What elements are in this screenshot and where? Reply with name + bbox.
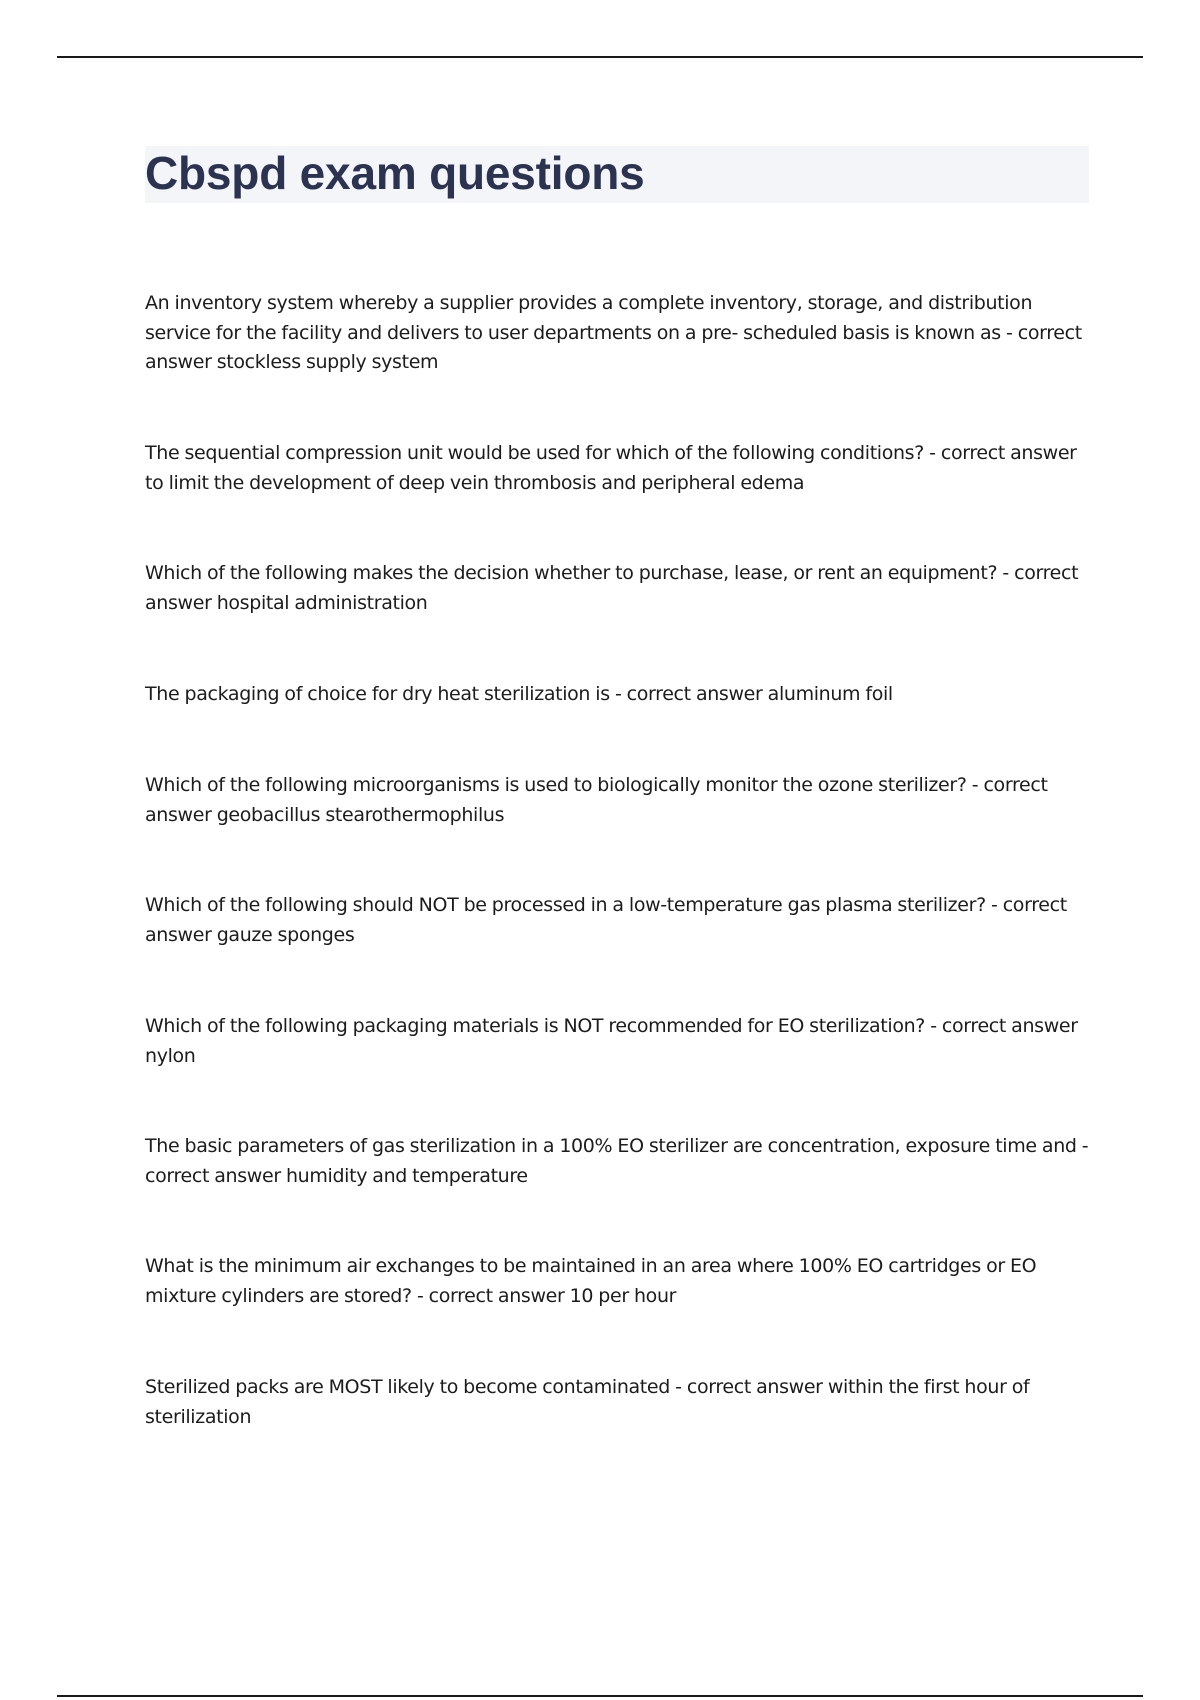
- question-item-9: What is the minimum air exchanges to be maintained in an area where 100% EO cartridges or EO mixture cylinders are stored? - correct answer 10 per hour: [145, 1255, 1037, 1307]
- question-item-1: An inventory system whereby a supplier provides a complete inventory, storage, and distribution service for the facility and delivers to user departments on a pre- scheduled basis is known as - correct answer stockless supply system: [145, 292, 1082, 373]
- top-rule: [57, 56, 1143, 58]
- document-title: Cbspd exam questions: [145, 147, 645, 199]
- question-item-3: Which of the following makes the decision whether to purchase, lease, or rent an equipment? - correct answer hospital administration: [145, 562, 1079, 614]
- question-item-8: The basic parameters of gas sterilization in a 100% EO sterilizer are concentration, exposure time and - correct answer humidity and temperature: [145, 1135, 1089, 1187]
- question-item-2: The sequential compression unit would be used for which of the following conditions? - correct answer to limit the development of deep vein thrombosis and peripheral edema: [145, 442, 1077, 494]
- question-item-4: The packaging of choice for dry heat sterilization is - correct answer aluminum foil: [145, 683, 893, 705]
- question-item-6: Which of the following should NOT be processed in a low-temperature gas plasma sterilizer? - correct answer gauze sponges: [145, 894, 1067, 946]
- question-item-10: Sterilized packs are MOST likely to become contaminated - correct answer within the first hour of sterilization: [145, 1376, 1030, 1428]
- question-item-7: Which of the following packaging materials is NOT recommended for EO sterilization? - correct answer nylon: [145, 1015, 1078, 1067]
- bottom-rule: [57, 1695, 1143, 1697]
- question-item-5: Which of the following microorganisms is used to biologically monitor the ozone sterilizer? - correct answer geobacillus stearothermophilus: [145, 774, 1048, 826]
